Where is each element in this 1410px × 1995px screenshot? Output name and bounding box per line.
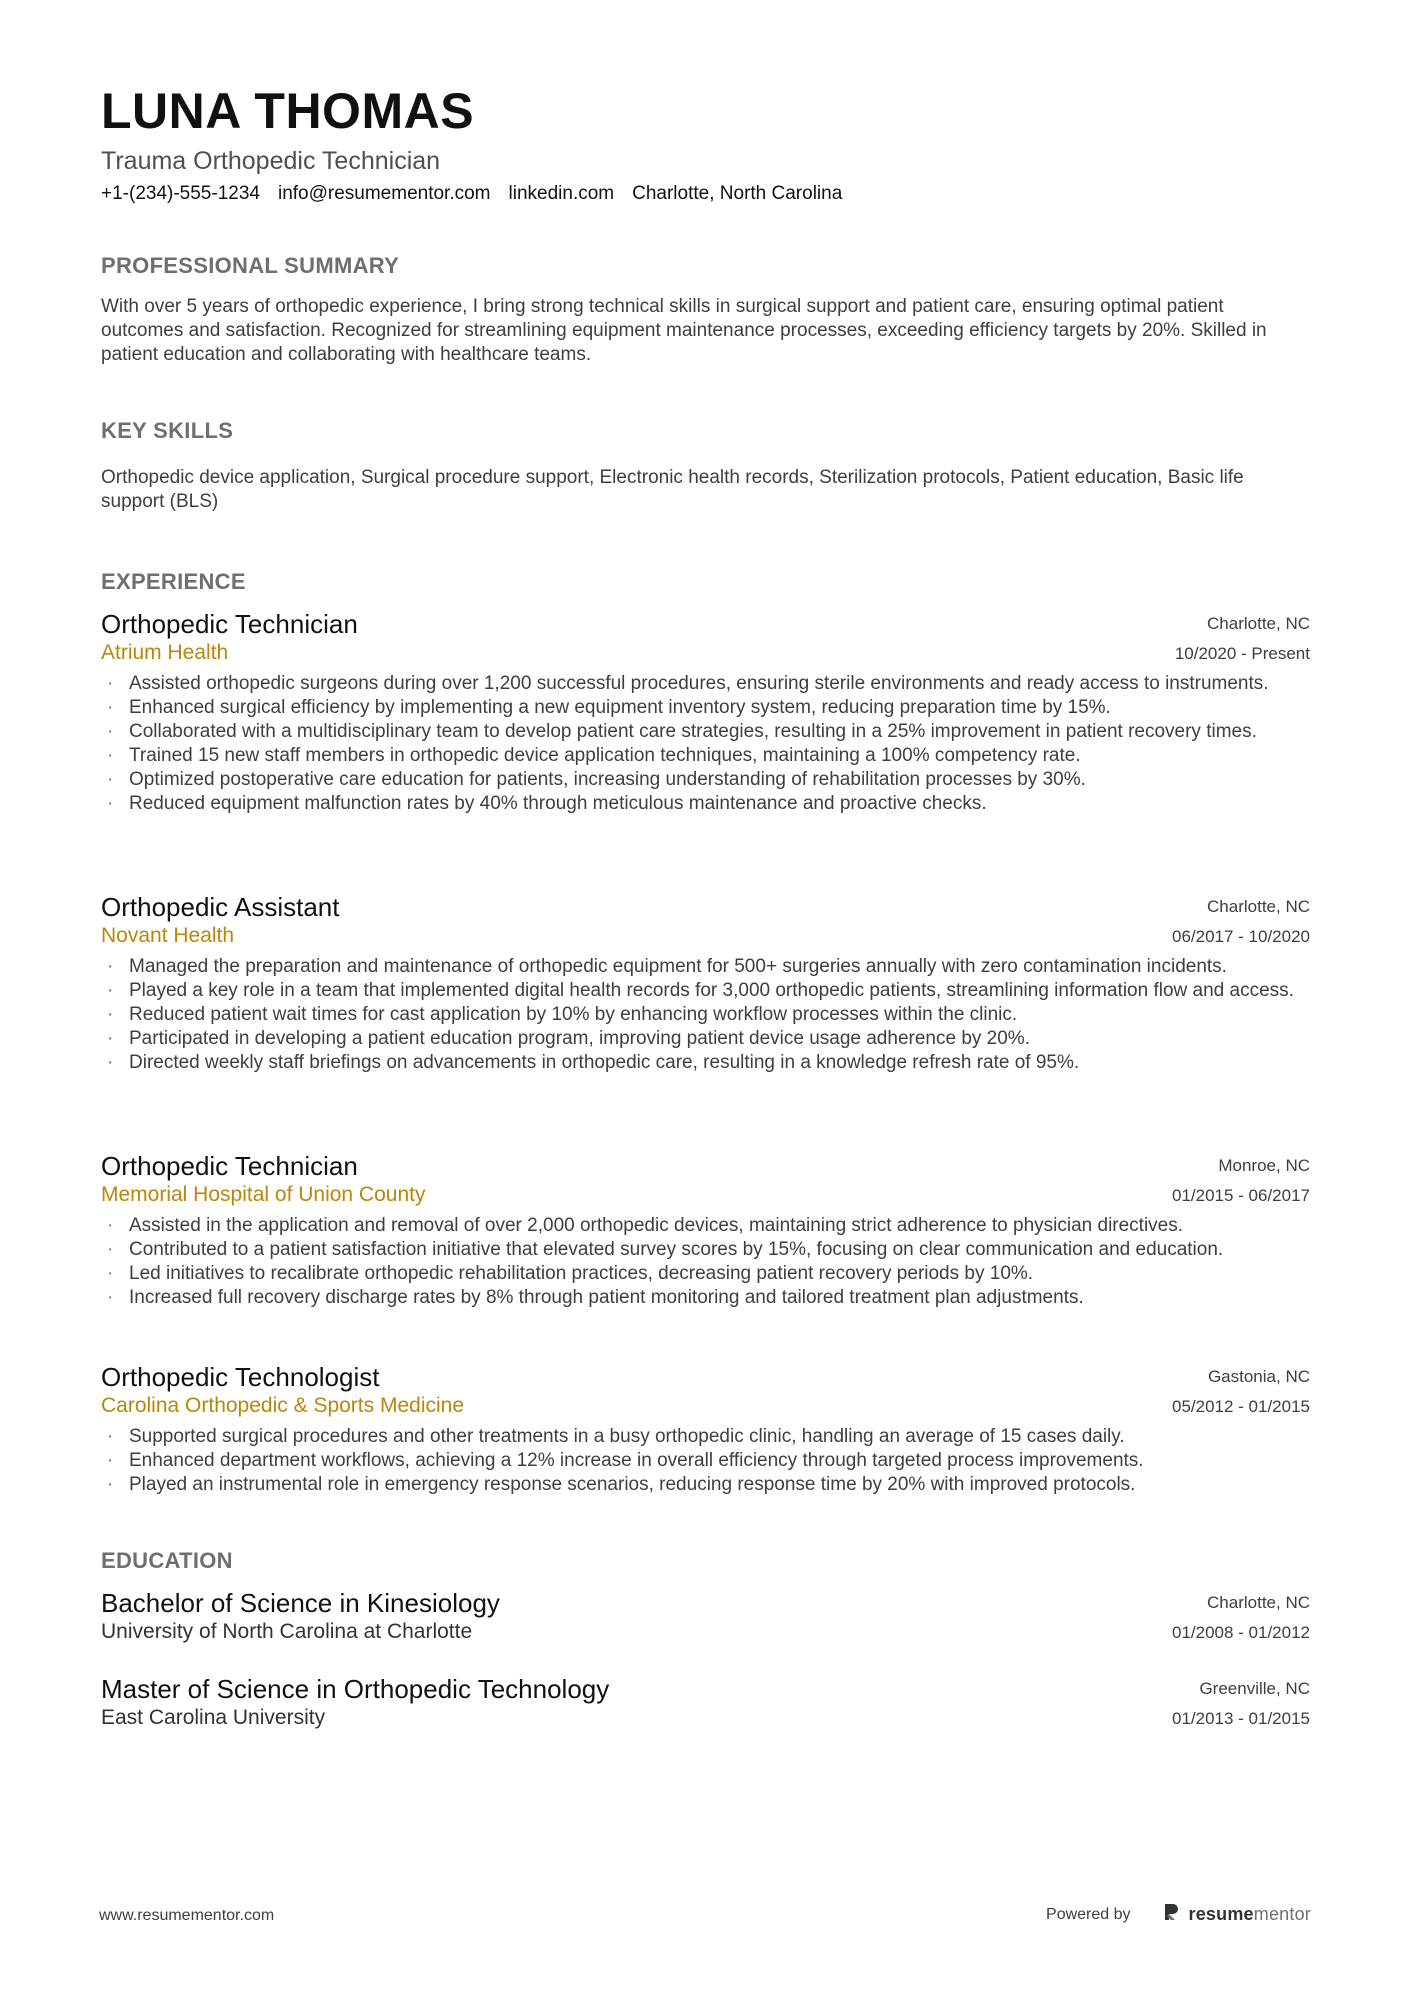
education-entry bbox=[101, 1674, 1310, 1732]
contact-line bbox=[101, 183, 842, 206]
achievement-list bbox=[101, 672, 1310, 816]
entry-dates: 05/2012 - 01/2015 bbox=[1171, 1397, 1310, 1416]
job-title: Trauma Orthopedic Technician bbox=[101, 147, 441, 175]
achievement-item: · Increased full recovery discharge rates by 8% through patient monitoring and tailored treatment plan adjustments. bbox=[101, 1286, 1310, 1310]
entry-meta bbox=[1172, 1588, 1310, 1648]
degree-title: Master of Science in Orthopedic Technology bbox=[101, 1674, 610, 1704]
achievement-item: · Led initiatives to recalibrate orthopedic rehabilitation practices, decreasing patient recovery periods by 10%. bbox=[101, 1262, 1310, 1286]
powered-by-label: Powered by bbox=[1046, 1905, 1131, 1923]
school-name: East Carolina University bbox=[101, 1706, 326, 1729]
summary-heading: PROFESSIONAL SUMMARY bbox=[101, 253, 400, 278]
experience-entry bbox=[101, 892, 1310, 1075]
resumementor-logo-icon bbox=[1163, 1902, 1179, 1927]
company-name: Novant Health bbox=[101, 924, 235, 947]
entry-dates: 06/2017 - 10/2020 bbox=[1171, 927, 1310, 946]
role-title: Orthopedic Technologist bbox=[101, 1362, 380, 1392]
achievement-list bbox=[101, 1425, 1310, 1497]
achievement-item: · Collaborated with a multidisciplinary team to develop patient care strategies, resulting in a 25% improvement in patient recovery times. bbox=[101, 720, 1310, 744]
achievement-item: · Trained 15 new staff members in orthopedic device application techniques, maintaining a 100% competency rate. bbox=[101, 744, 1310, 768]
summary-text: With over 5 years of orthopedic experience, I bring strong technical skills in surgical support and patient care, ensuring optimal patient outcomes and satisfaction. Recognized for streamlining equipment maintenance processes, exceeding efficiency targets by 20%. Skilled in patient education and collaborating with healthcare teams. bbox=[101, 296, 1267, 365]
entry-dates: 01/2013 - 01/2015 bbox=[1171, 1709, 1310, 1728]
achievement-item: · Enhanced department workflows, achieving a 12% increase in overall efficiency through targeted process improvements. bbox=[101, 1449, 1310, 1473]
phone: +1-(234)-555-1234 bbox=[101, 183, 260, 204]
experience-heading: EXPERIENCE bbox=[101, 569, 246, 594]
entry-location: Gastonia, NC bbox=[1207, 1367, 1310, 1386]
achievement-item: · Played a key role in a team that implemented digital health records for 3,000 orthopedic patients, streamlining information flow and access. bbox=[101, 979, 1310, 1003]
entry-location: Monroe, NC bbox=[1218, 1156, 1310, 1175]
company-name: Atrium Health bbox=[101, 641, 229, 664]
achievement-item: · Assisted orthopedic surgeons during over 1,200 successful procedures, ensuring sterile environments and ready access to instruments. bbox=[101, 672, 1310, 696]
entry-dates: 01/2015 - 06/2017 bbox=[1171, 1186, 1310, 1205]
achievement-item: · Played an instrumental role in emergency response scenarios, reducing response time by 20% with improved protocols. bbox=[101, 1473, 1310, 1497]
entry-meta bbox=[1172, 1151, 1310, 1211]
achievement-item: · Reduced patient wait times for cast application by 10% by enhancing workflow processes within the clinic. bbox=[101, 1003, 1310, 1027]
achievement-item: · Enhanced surgical efficiency by implementing a new equipment inventory system, reducing preparation time by 15%. bbox=[101, 696, 1310, 720]
entry-location: Charlotte, NC bbox=[1207, 614, 1310, 633]
email[interactable]: info@resumementor.com bbox=[277, 183, 491, 204]
entry-meta bbox=[1175, 609, 1310, 669]
achievement-item: · Assisted in the application and removal of over 2,000 orthopedic devices, maintaining strict adherence to physician directives. bbox=[101, 1214, 1310, 1238]
location: Charlotte, North Carolina bbox=[632, 183, 843, 204]
school-name: University of North Carolina at Charlotte bbox=[101, 1620, 473, 1643]
achievement-item: · Managed the preparation and maintenance of orthopedic equipment for 500+ surgeries annually with zero contamination incidents. bbox=[101, 955, 1310, 979]
achievement-list bbox=[101, 1214, 1310, 1310]
company-name: Memorial Hospital of Union County bbox=[101, 1183, 426, 1206]
role-title: Orthopedic Assistant bbox=[101, 892, 340, 922]
entry-location: Greenville, NC bbox=[1199, 1679, 1310, 1698]
achievement-item: · Participated in developing a patient education program, improving patient device usage adherence by 20%. bbox=[101, 1027, 1310, 1051]
entry-location: Charlotte, NC bbox=[1207, 1593, 1310, 1612]
role-title: Orthopedic Technician bbox=[101, 609, 358, 639]
degree-title: Bachelor of Science in Kinesiology bbox=[101, 1588, 500, 1618]
education-entry bbox=[101, 1588, 1310, 1646]
candidate-name: LUNA THOMAS bbox=[101, 83, 475, 139]
entry-meta bbox=[1172, 1674, 1310, 1734]
resumementor-logo[interactable]: resumementor bbox=[1188, 1904, 1311, 1924]
achievement-item: · Optimized postoperative care education for patients, increasing understanding of rehabilitation processes by 30%. bbox=[101, 768, 1310, 792]
entry-meta bbox=[1172, 892, 1310, 952]
achievement-item: · Directed weekly staff briefings on advancements in orthopedic care, resulting in a knowledge refresh rate of 95%. bbox=[101, 1051, 1310, 1075]
entry-meta bbox=[1172, 1362, 1310, 1422]
entry-dates: 10/2020 - Present bbox=[1174, 644, 1310, 663]
experience-entry bbox=[101, 1362, 1310, 1497]
skills-heading: KEY SKILLS bbox=[101, 418, 234, 443]
entry-location: Charlotte, NC bbox=[1207, 897, 1310, 916]
experience-entry bbox=[101, 1151, 1310, 1310]
entry-dates: 01/2008 - 01/2012 bbox=[1171, 1623, 1310, 1642]
education-heading: EDUCATION bbox=[101, 1548, 233, 1573]
experience-entry bbox=[101, 609, 1310, 816]
achievement-list bbox=[101, 955, 1310, 1075]
linkedin[interactable]: linkedin.com bbox=[508, 183, 615, 204]
role-title: Orthopedic Technician bbox=[101, 1151, 358, 1181]
footer-branding bbox=[1046, 1902, 1311, 1927]
company-name: Carolina Orthopedic & Sports Medicine bbox=[101, 1394, 465, 1417]
achievement-item: · Reduced equipment malfunction rates by 40% through meticulous maintenance and proactive checks. bbox=[101, 792, 1310, 816]
achievement-item: · Supported surgical procedures and other treatments in a busy orthopedic clinic, handling an average of 15 cases daily. bbox=[101, 1425, 1310, 1449]
footer-website[interactable]: www.resumementor.com bbox=[99, 1907, 275, 1924]
skills-text: Orthopedic device application, Surgical procedure support, Electronic health records, Sterilization protocols, Patient education, Basic life support (BLS) bbox=[101, 467, 1244, 512]
achievement-item: · Contributed to a patient satisfaction initiative that elevated survey scores by 15%, focusing on clear communication and education. bbox=[101, 1238, 1310, 1262]
